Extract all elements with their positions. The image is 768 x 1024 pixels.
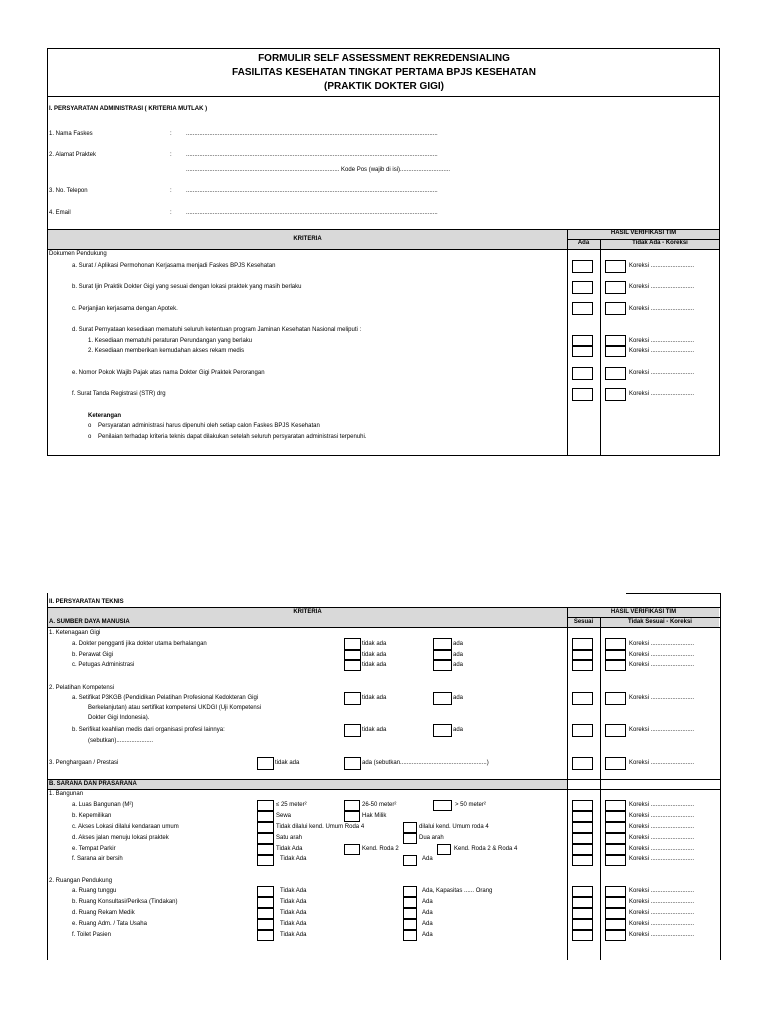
koreksi-text[interactable]: Koreksi .......................... [629, 662, 695, 668]
ada-checkbox[interactable] [403, 886, 417, 897]
sesuai-checkbox[interactable] [572, 638, 593, 650]
criteria-item: a. Luas Bangunan (M²) [72, 802, 134, 808]
alamat-field[interactable]: ....................................................................................................................................................... [186, 152, 438, 158]
koreksi-text[interactable]: Koreksi .......................... [629, 835, 695, 841]
criteria-item: b. Perawat Gigi [72, 652, 114, 658]
option-checkbox[interactable] [257, 800, 274, 811]
option-checkbox[interactable] [257, 811, 274, 822]
tidak-ada-checkbox[interactable] [257, 897, 274, 908]
option-label: Ada [422, 932, 433, 938]
ada-checkbox[interactable] [433, 660, 452, 671]
bullet: o [88, 434, 92, 440]
divider [47, 96, 720, 97]
hasil-verifikasi-header: HASIL VERIFIKASI TIM [610, 230, 677, 236]
koreksi-text[interactable]: Koreksi .......................... [629, 802, 695, 808]
dokumen-label: Dokumen Pendukung [49, 251, 107, 257]
koreksi-text[interactable]: Koreksi .......................... [629, 921, 695, 927]
divider [47, 249, 720, 250]
option-label: Tidak Ada [280, 921, 307, 927]
tidak-ada-checkbox[interactable] [344, 638, 361, 650]
section-heading: II. PERSYARATAN TEKNIS [49, 599, 124, 605]
criteria-item: Dokter Gigi Indonesia). [88, 715, 150, 721]
option-label: Ada, Kapasitas ...... Orang [422, 888, 493, 894]
option-label: Kend. Roda 2 [362, 846, 399, 852]
ada-header: Ada [577, 240, 590, 246]
criteria-item: c. Akses Lokasi dilalui kendaraan umum [72, 824, 179, 830]
kriteria-header: KRITERIA [293, 609, 322, 615]
ketenagaan-label: 1. Ketenagaan Gigi [49, 630, 101, 636]
criteria-item: b. Surat Ijin Praktik Dokter Gigi yang sesuai dengan lokasi praktek yang masih berlaku [72, 284, 302, 290]
hasil-verifikasi-header: HASIL VERIFIKASI TIM [610, 609, 677, 615]
koreksi-text[interactable]: Koreksi .......................... [629, 263, 695, 269]
option-label: ada [453, 662, 464, 668]
option-label: 26-50 meter² [362, 802, 397, 808]
sesuai-checkbox[interactable] [572, 800, 593, 811]
koreksi-text[interactable]: Koreksi .......................... [629, 727, 695, 733]
tidak-sesuai-checkbox[interactable] [605, 800, 626, 811]
koreksi-text[interactable]: Koreksi .......................... [629, 652, 695, 658]
kriteria-header: KRITERIA [293, 236, 322, 242]
tidak-ada-checkbox[interactable] [257, 908, 274, 919]
option-label: Hak Milik [362, 813, 387, 819]
option-label: Satu arah [276, 835, 303, 841]
option-label: Ada [422, 899, 433, 905]
sdm-heading: A. SUMBER DAYA MANUSIA [49, 619, 130, 625]
tidak-sesuai-header: Tidak Sesuai - Koreksi [628, 619, 692, 625]
criteria-item: b. Ruang Konsultasi/Periksa (Tindakan) [72, 899, 178, 905]
criteria-subitem: 2. Kesediaan memberikan kemudahan akses rekam medis [88, 348, 245, 354]
option-label: ada [453, 652, 464, 658]
sesuai-checkbox[interactable] [572, 650, 593, 660]
sesuai-checkbox[interactable] [572, 855, 593, 866]
ada-checkbox[interactable] [433, 724, 452, 737]
koreksi-text[interactable]: Koreksi .......................... [629, 695, 695, 701]
tidak-ada-checkbox[interactable] [344, 724, 361, 737]
option-label: Tidak Ada [280, 932, 307, 938]
tidak-ada-header: Tidak Ada - Koreksi [632, 240, 688, 246]
nama-faskes-field[interactable]: ....................................................................................................................................................... [186, 131, 438, 137]
koreksi-text[interactable]: Koreksi .......................... [629, 370, 695, 376]
email-field[interactable]: ....................................................................................................................................................... [186, 210, 438, 216]
tidak-ada-checkbox[interactable] [344, 660, 361, 671]
ruangan-label: 2. Ruangan Pendukung [49, 878, 113, 884]
divider [567, 617, 720, 618]
koreksi-text[interactable]: Koreksi .......................... [629, 760, 695, 766]
ada-checkbox[interactable] [344, 757, 361, 770]
tidak-ada-checkbox[interactable] [257, 919, 274, 930]
tidak-sesuai-checkbox[interactable] [605, 650, 626, 660]
section-heading: I. PERSYARATAN ADMINISTRASI ( KRITERIA MUTLAK ) [49, 106, 208, 112]
tidak-ada-checkbox[interactable] [257, 886, 274, 897]
sesuai-header: Sesuai [573, 619, 594, 625]
field-colon: : [170, 210, 172, 216]
sesuai-checkbox[interactable] [572, 833, 593, 844]
option-label: Ada [422, 921, 433, 927]
form-title-line1: FORMULIR SELF ASSESSMENT REKREDENSIALING [258, 53, 510, 64]
option-label: > 50 meter² [455, 802, 486, 808]
criteria-item: a. Setifikat P3KGB (Pendidikan Pelatihan Profesional Kedokteran Gigi [72, 695, 259, 701]
divider [720, 607, 721, 960]
criteria-subitem: 1. Kesediaan mematuhi peraturan Perundangan yang berlaku [88, 338, 253, 344]
option-checkbox[interactable] [403, 822, 417, 833]
option-checkbox[interactable] [437, 844, 451, 855]
form-title-line2: FASILITAS KESEHATAN TINGKAT PERTAMA BPJS KESEHATAN [232, 67, 536, 78]
tidak-ada-checkbox[interactable] [605, 302, 626, 315]
form-title-line3: (PRAKTIK DOKTER GIGI) [324, 81, 444, 92]
criteria-item: b. Serifikat keahlian medis dari organisasi profesi lainnya: [72, 727, 225, 733]
option-checkbox[interactable] [257, 855, 274, 866]
tidak-sesuai-checkbox[interactable] [605, 660, 626, 671]
option-label: Tidak Ada [280, 899, 307, 905]
sesuai-checkbox[interactable] [572, 844, 593, 855]
option-label: ≤ 25 meter² [276, 802, 307, 808]
sesuai-checkbox[interactable] [572, 757, 593, 770]
koreksi-text[interactable]: Koreksi .......................... [629, 910, 695, 916]
field-colon: : [170, 188, 172, 194]
criteria-item: (sebutkan)...................... [88, 738, 154, 744]
option-label: Dua arah [419, 835, 444, 841]
tidak-sesuai-checkbox[interactable] [605, 908, 626, 919]
criteria-item: d. Ruang Rekam Medik [72, 910, 135, 916]
divider [720, 593, 721, 607]
koreksi-text[interactable]: Koreksi .......................... [629, 899, 695, 905]
tidak-ada-checkbox[interactable] [344, 650, 361, 660]
criteria-item: f. Surat Tanda Registrasi (STR) drg [72, 391, 166, 397]
sesuai-checkbox[interactable] [572, 886, 593, 897]
ada-checkbox[interactable] [433, 692, 452, 705]
divider [47, 593, 48, 960]
option-checkbox[interactable] [433, 800, 452, 811]
koreksi-text[interactable]: Koreksi .......................... [629, 888, 695, 894]
tidak-sesuai-checkbox[interactable] [605, 822, 626, 833]
koreksi-text[interactable]: Koreksi .......................... [629, 338, 695, 344]
field-label-email: 4. Email [49, 210, 71, 216]
option-checkbox[interactable] [257, 822, 274, 833]
ada-checkbox[interactable] [572, 346, 593, 357]
bangunan-label: 1. Bangunan [49, 791, 84, 797]
field-label-telepon: 3. No. Telepon [49, 188, 88, 194]
option-label: Kend. Roda 2 & Roda 4 [454, 846, 518, 852]
field-colon: : [170, 152, 172, 158]
option-label: ada [453, 727, 464, 733]
koreksi-text[interactable]: Koreksi .......................... [629, 306, 695, 312]
divider [626, 593, 720, 594]
koreksi-text[interactable]: Koreksi .......................... [629, 391, 695, 397]
bullet: o [88, 423, 92, 429]
ada-checkbox[interactable] [572, 260, 593, 273]
tidak-ada-checkbox[interactable] [605, 260, 626, 273]
criteria-item: f. Sarana air bersih [72, 856, 123, 862]
tidak-sesuai-checkbox[interactable] [605, 897, 626, 908]
sesuai-checkbox[interactable] [572, 811, 593, 822]
criteria-item: a. Ruang tunggu [72, 888, 117, 894]
koreksi-text[interactable]: Koreksi .......................... [629, 932, 695, 938]
option-checkbox[interactable] [344, 800, 360, 811]
option-label: Tidak Ada [280, 856, 307, 862]
ada-checkbox[interactable] [572, 281, 593, 294]
option-label: Tidak Ada [280, 910, 307, 916]
option-label: tidak ada [362, 662, 387, 668]
tidak-sesuai-checkbox[interactable] [605, 855, 626, 866]
pelatihan-label: 2. Pelatihan Kompetensi [49, 685, 115, 691]
field-colon: : [170, 131, 172, 137]
sesuai-checkbox[interactable] [572, 919, 593, 930]
tidak-ada-checkbox[interactable] [605, 346, 626, 357]
criteria-item: c. Perjanjian kerjasama dengan Apotek. [72, 306, 178, 312]
tidak-ada-checkbox[interactable] [605, 388, 626, 401]
option-label: tidak ada [362, 641, 387, 647]
tidak-sesuai-checkbox[interactable] [605, 638, 626, 650]
criteria-item: e. Ruang Adm. / Tata Usaha [72, 921, 147, 927]
ada-checkbox[interactable] [572, 335, 593, 346]
option-checkbox[interactable] [344, 811, 360, 822]
ada-checkbox[interactable] [403, 908, 417, 919]
tidak-ada-checkbox[interactable] [605, 367, 626, 380]
koreksi-text[interactable]: Koreksi .......................... [629, 813, 695, 819]
tidak-ada-checkbox[interactable] [257, 930, 274, 941]
tidak-ada-checkbox[interactable] [605, 281, 626, 294]
divider [600, 239, 601, 456]
penghargaan-label: 3. Penghargaan / Prestasi [49, 760, 119, 766]
option-checkbox[interactable] [403, 833, 417, 844]
keterangan-item: Penilaian terhadap kriteria teknis dapat dilakukan setelah seluruh persyaratan administrasi terpenuhi. [98, 434, 367, 440]
tidak-sesuai-checkbox[interactable] [605, 757, 626, 770]
tidak-sesuai-checkbox[interactable] [605, 724, 626, 737]
koreksi-text[interactable]: Koreksi .......................... [629, 641, 695, 647]
ada-checkbox[interactable] [433, 650, 452, 660]
criteria-item: Berkelanjutan) atau sertifikat kompetensi UKDGI (Uji Kompetensi [88, 705, 262, 711]
criteria-item: d. Surat Pernyataan kesediaan mematuhi seluruh ketentuan program Jaminan Kesehatan Nasional meliputi : [72, 327, 362, 333]
tidak-sesuai-checkbox[interactable] [605, 930, 626, 941]
divider [47, 779, 720, 780]
option-label: tidak ada [362, 652, 387, 658]
koreksi-text[interactable]: Koreksi .......................... [629, 824, 695, 830]
koreksi-text[interactable]: Koreksi .......................... [629, 856, 695, 862]
ada-checkbox[interactable] [433, 638, 452, 650]
option-label: Ada [422, 856, 433, 862]
option-label: Tidak dilalui kend. Umum Roda 4 [276, 824, 365, 830]
tidak-ada-checkbox[interactable] [344, 692, 361, 705]
telepon-field[interactable]: ....................................................................................................................................................... [186, 188, 438, 194]
option-label: tidak ada [362, 695, 387, 701]
tidak-sesuai-checkbox[interactable] [605, 692, 626, 705]
tidak-sesuai-checkbox[interactable] [605, 811, 626, 822]
koreksi-text[interactable]: Koreksi .......................... [629, 846, 695, 852]
option-label: Sewa [276, 813, 292, 819]
criteria-item: a. Surat / Aplikasi Permohonan Kerjasama menjadi Faskes BPJS Kesehatan [72, 263, 276, 269]
option-checkbox[interactable] [403, 855, 417, 866]
option-label: tidak ada [275, 760, 300, 766]
sesuai-checkbox[interactable] [572, 930, 593, 941]
field-label-nama-faskes: 1. Nama Faskes [49, 131, 93, 137]
criteria-item: f. Toilet Pasien [72, 932, 111, 938]
divider [567, 229, 568, 456]
option-label: dilalui kend. Umum roda 4 [419, 824, 489, 830]
option-checkbox[interactable] [344, 844, 360, 855]
tidak-ada-checkbox[interactable] [257, 757, 274, 770]
koreksi-text[interactable]: Koreksi .......................... [629, 348, 695, 354]
ada-checkbox[interactable] [572, 388, 593, 401]
criteria-item: e. Tempat Parkir [72, 846, 116, 852]
ada-checkbox[interactable] [403, 919, 417, 930]
option-label: Tidak Ada [280, 888, 307, 894]
tidak-sesuai-checkbox[interactable] [605, 844, 626, 855]
option-label: ada [453, 641, 464, 647]
tidak-sesuai-checkbox[interactable] [605, 886, 626, 897]
sesuai-checkbox[interactable] [572, 724, 593, 737]
sesuai-checkbox[interactable] [572, 908, 593, 919]
criteria-item: d. Akses jalan menuju lokasi praktek [72, 835, 169, 841]
sesuai-checkbox[interactable] [572, 897, 593, 908]
option-label: ada [453, 695, 464, 701]
ada-checkbox[interactable] [572, 367, 593, 380]
keterangan-item: Persyaratan administrasi harus dipenuhi oleh setiap calon Faskes BPJS Kesehatan [98, 423, 320, 429]
option-label: Ada [422, 910, 433, 916]
tidak-sesuai-checkbox[interactable] [605, 833, 626, 844]
sesuai-checkbox[interactable] [572, 822, 593, 833]
keterangan-title: Keterangan [88, 413, 122, 419]
divider [567, 607, 568, 960]
ada-checkbox[interactable] [572, 302, 593, 315]
ada-checkbox[interactable] [403, 897, 417, 908]
option-checkbox[interactable] [257, 844, 274, 855]
tidak-ada-checkbox[interactable] [605, 335, 626, 346]
criteria-item: a. Dokter pengganti jika dokter utama berhalangan [72, 641, 207, 647]
option-checkbox[interactable] [257, 833, 274, 844]
koreksi-text[interactable]: Koreksi .......................... [629, 284, 695, 290]
tidak-sesuai-checkbox[interactable] [605, 919, 626, 930]
ada-checkbox[interactable] [403, 930, 417, 941]
field-label-alamat: 2. Alamat Praktek [49, 152, 97, 158]
option-label: Tidak Ada [276, 846, 303, 852]
divider [47, 627, 720, 628]
alamat-field-line2[interactable]: ............................................................................................ Kode Pos (wajib di isi).............................. [186, 167, 451, 173]
sesuai-checkbox[interactable] [572, 660, 593, 671]
divider [47, 789, 720, 790]
sesuai-checkbox[interactable] [572, 692, 593, 705]
option-label: tidak ada [362, 727, 387, 733]
criteria-item: c. Petugas Administrasi [72, 662, 135, 668]
criteria-item: b. Kepemilikan [72, 813, 112, 819]
option-label: ada (sebutkan....................................................) [362, 760, 489, 766]
sarana-heading: B. SARANA DAN PRASARANA [49, 781, 137, 787]
criteria-item: e. Nomor Pokok Wajib Pajak atas nama Dokter Gigi Praktek Perorangan [72, 370, 265, 376]
